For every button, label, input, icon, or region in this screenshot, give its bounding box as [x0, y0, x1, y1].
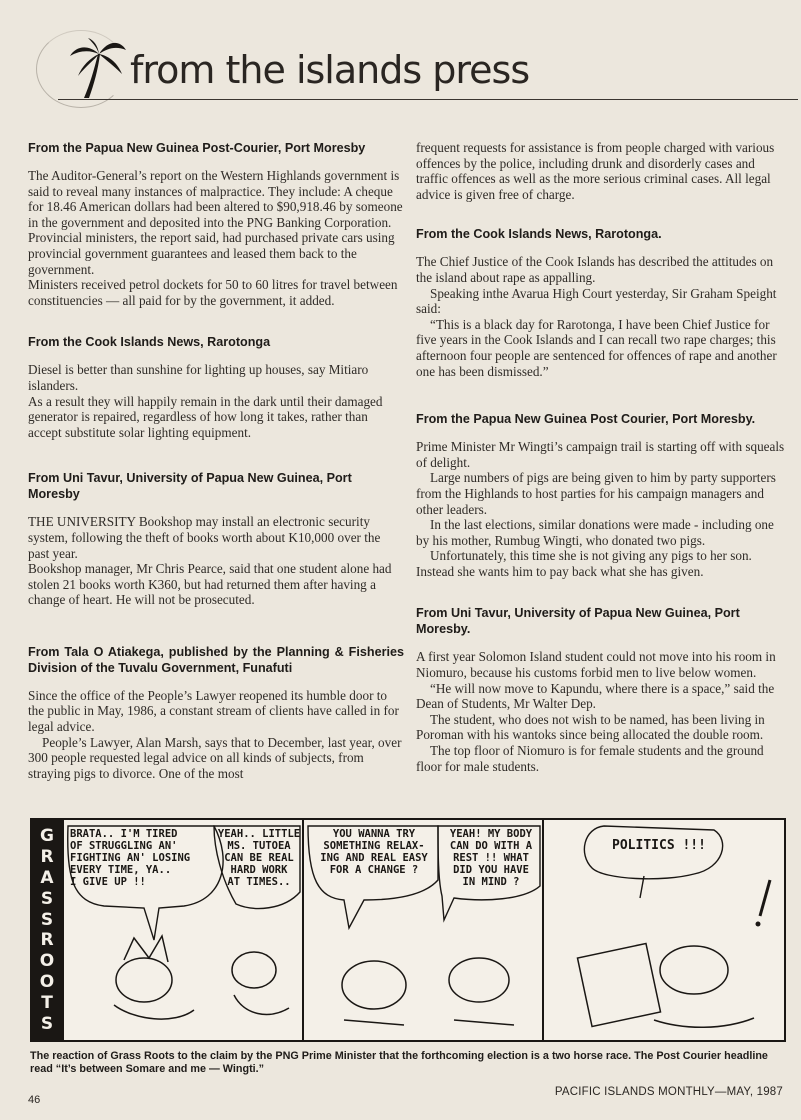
- article-paragraph: Ministers received petrol dockets for 50 to 60 litres for travel between constituencies — all paid for by the government, it added.: [28, 277, 398, 308]
- article-paragraph: frequent requests for assistance is from people charged with various offences by the police, including drunk and disorderly cases and traffic offences as well as the more serious criminal cases. All legal advice is given free of charge.: [416, 140, 775, 202]
- cartoon-panel-2: [302, 820, 542, 1040]
- strip-title-letter: R: [40, 847, 54, 868]
- article-paragraph: As a result they will happily remain in the dark until their damaged generator is repaired, regardless of how long it takes, rather than accept substitute solar lighting equipment.: [28, 393, 383, 440]
- article-heading: From the Papua New Guinea Post-Courier, Port Moresby: [28, 141, 366, 155]
- strip-title-letter: A: [40, 867, 54, 888]
- section-masthead: [28, 30, 798, 110]
- article-paragraph: “He will now move to Kapundu, where there is a space,” said the Dean of Students, Mr Walter Dep.: [416, 680, 775, 712]
- masthead-rule: [58, 99, 798, 100]
- article-paragraph: A first year Solomon Island student could not move into his room in Niomuro, because his customs forbid men to live below women.: [416, 649, 776, 681]
- article-heading: From Uni Tavur, University of Papua New Guinea, Port Moresby.: [416, 606, 740, 637]
- article-paragraph: Speaking inthe Avarua High Court yesterday, Sir Graham Speight said:: [416, 285, 777, 317]
- strip-title-letter: G: [40, 826, 54, 847]
- masthead-title: from the islands press: [130, 48, 530, 92]
- speech-bubble: YOU WANNA TRY SOMETHING RELAX- ING AND REAL EASY FOR A CHANGE ?: [320, 828, 428, 876]
- article-heading: From the Papua New Guinea Post Courier, Port Moresby.: [416, 412, 756, 427]
- speech-bubble: POLITICS !!!: [612, 838, 706, 853]
- left-column: [28, 140, 404, 781]
- running-footer: PACIFIC ISLANDS MONTHLY—MAY, 1987: [554, 1086, 783, 1098]
- page-number: 46: [28, 1094, 41, 1106]
- speech-bubble: YEAH.. LITTLE MS. TUTOEA CAN BE REAL HARD WORK AT TIMES..: [217, 828, 301, 888]
- speech-bubble: YEAH! MY BODY CAN DO WITH A REST !! WHAT DID YOU HAVE IN MIND ?: [449, 828, 533, 888]
- cartoon-panel-1: [62, 820, 302, 1040]
- article-paragraph: The Chief Justice of the Cook Islands has described the attitudes on the island about rape as appalling.: [416, 254, 774, 285]
- speech-bubble: BRATA.. I'M TIRED OF STRUGGLING AN' FIGHTING AN' LOSING EVERY TIME, YA.. I GIVE UP !!: [70, 828, 191, 888]
- article-paragraph: “This is a black day for Rarotonga, I have been Chief Justice for five years in the Cook Islands and I can recall two rape charges; this afternoon four people are sentenced for offences of rape and another one has been dismissed.”: [416, 316, 777, 379]
- strip-title-letter: O: [39, 971, 55, 992]
- strip-title-letter: R: [40, 930, 54, 951]
- article-paragraph: In the last elections, similar donations were made - including one by his mother, Rumbug Wingti, who donated two pigs.: [416, 517, 774, 548]
- article-paragraph: The student, who does not wish to be named, has been living in Poroman with his wantoks since being allocated the double room.: [416, 711, 765, 743]
- article-paragraph: Unfortunately, this time she is not giving any pigs to her son. Instead she wants him to pay back what she has given.: [416, 548, 752, 579]
- article-paragraph: Bookshop manager, Mr Chris Pearce, said that one student alone had stolen 21 books worth K360, but had returned them after having a change of heart. He will not be prosecuted.: [28, 561, 392, 608]
- article-heading: From the Cook Islands News, Rarotonga.: [416, 227, 662, 242]
- figure-caption: The reaction of Grass Roots to the claim by the PNG Prime Minister that the forthcoming election is a two horse race. The Post Courier headline read “It’s between Somare and me — Wingti.”: [30, 1050, 768, 1075]
- article-heading: From Uni Tavur, University of Papua New Guinea, Port Moresby: [28, 471, 352, 502]
- article-paragraph: Since the office of the People’s Lawyer reopened its humble door to the public in May, 1986, a constant stream of clients have called in for legal advice.: [28, 687, 399, 735]
- palm-tree-icon: [68, 36, 128, 100]
- strip-title: [32, 820, 62, 1040]
- cartoon-drawing-3: [544, 820, 786, 1040]
- article-heading: From Tala O Atiakega, published by the Planning & Fisheries Division of the Tuvalu Government, Funafuti: [28, 644, 404, 675]
- article-paragraph: The top floor of Niomuro is for female students and the ground floor for male students.: [416, 743, 764, 774]
- strip-title-letter: O: [39, 951, 55, 972]
- article-paragraph: The Auditor-General’s report on the Western Highlands government is said to reveal many instances of malpractice. They include: A cheque for 18.46 American dollars had been altered to $90,918.46 by someone in the government and deposited into the PNG Banking Corporation.: [28, 168, 403, 230]
- article-paragraph: Diesel is better than sunshine for lighting up houses, say Mitiaro islanders.: [28, 362, 369, 393]
- cartoon-strip: [30, 818, 786, 1042]
- article-paragraph: Prime Minister Mr Wingti’s campaign trail is starting off with squeals of delight.: [416, 439, 785, 470]
- article-paragraph: Provincial ministers, the report said, had purchased private cars using provincial government guarantees and leased them back to the government.: [28, 230, 395, 277]
- strip-title-letter: S: [40, 888, 54, 909]
- right-column: [416, 140, 786, 774]
- article-heading: From the Cook Islands News, Rarotonga: [28, 335, 271, 350]
- article-paragraph: THE UNIVERSITY Bookshop may install an electronic security system, following the theft of books worth about K10,000 over the past year.: [28, 514, 381, 561]
- article-paragraph: People’s Lawyer, Alan Marsh, says that to December, last year, over 300 people requested legal advice on all kinds of subjects, from straying pigs to divorce. One of the most: [28, 734, 402, 781]
- cartoon-panel-3: [542, 820, 784, 1040]
- strip-title-letter: S: [40, 909, 54, 930]
- strip-title-letter: T: [41, 992, 53, 1013]
- strip-title-letter: S: [40, 1013, 54, 1034]
- article-paragraph: Large numbers of pigs are being given to him by party supporters from the Highlands to host parties for his campaign managers and other leaders.: [416, 470, 776, 517]
